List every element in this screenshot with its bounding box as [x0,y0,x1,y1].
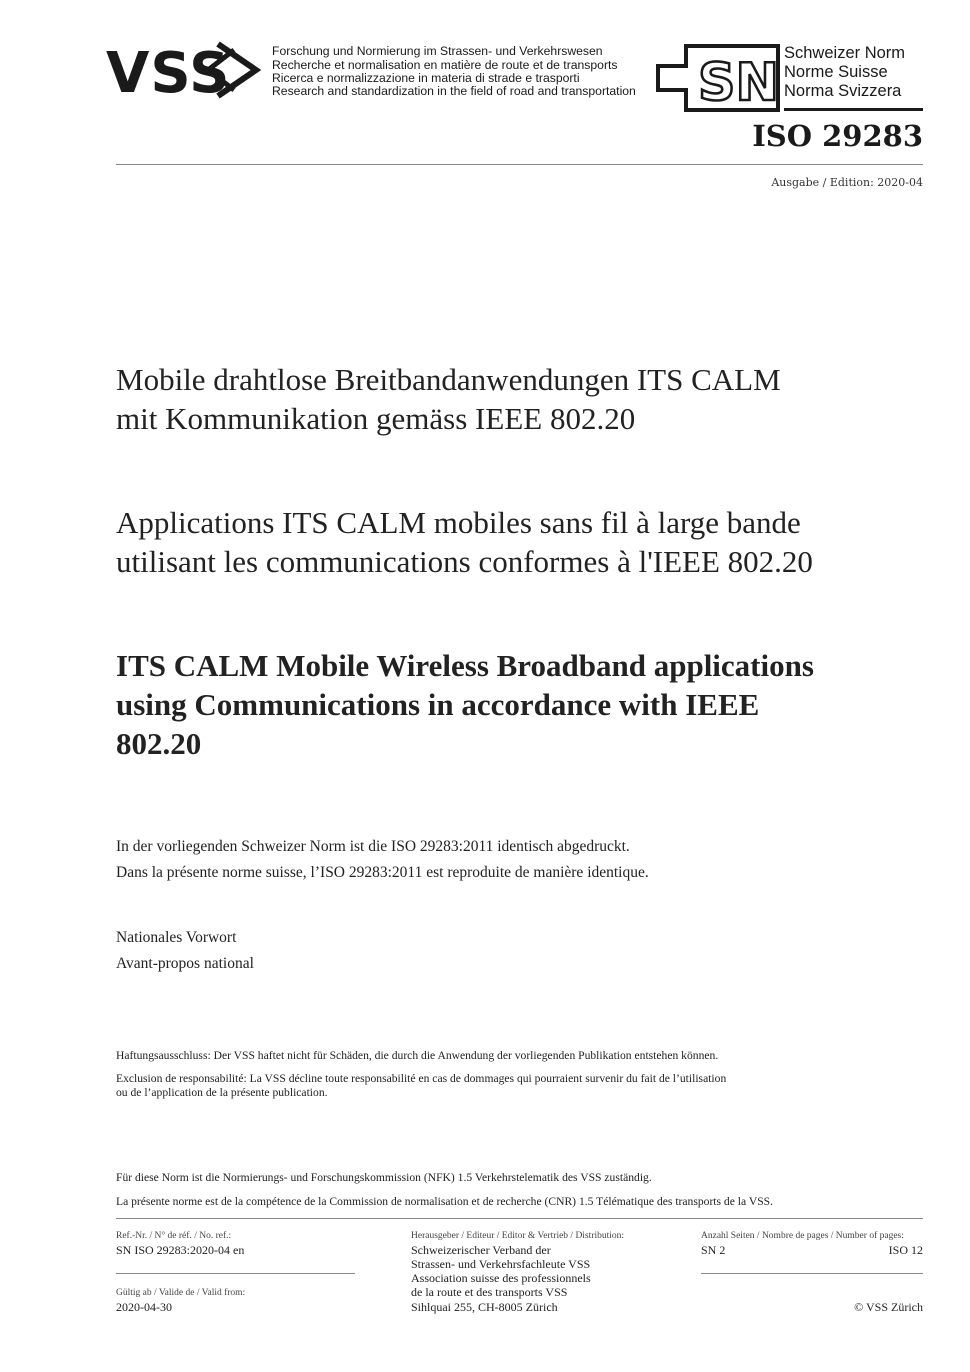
identity-statement-fr: Dans la présente norme suisse, l’ISO 29283:2011 est reproduite de manière identique. [116,864,649,881]
title-en-line-3: 802.20 [116,726,202,761]
pages-label: Anzahl Seiten / Nombre de pages / Number of pages: [701,1231,904,1241]
disclaimer-de: Haftungsausschluss: Der VSS haftet nicht für Schäden, die durch die Anwendung der vorliegenden Publikation entstehen können. [116,1049,719,1062]
sn-logo-text: SN [698,53,779,112]
title-fr-line-1: Applications ITS CALM mobiles sans fil à large bande [116,505,801,540]
sn-line-it: Norma Svizzera [784,82,902,100]
disclaimer-fr-line-1: Exclusion de responsabilité: La VSS décline toute responsabilité en cas de dommages qui pourraient survenir du fait de l’utilisation [116,1072,727,1085]
edition-date: Ausgabe / Edition: 2020-04 [771,176,923,189]
ref-rule [116,1273,355,1274]
ref-label: Ref.-Nr. / N° de réf. / No. ref.: [116,1231,232,1241]
disclaimer-fr-line-2: ou de l’application de la présente publication. [116,1086,328,1099]
valid-value: 2020-04-30 [116,1300,172,1314]
vss-tagline-fr: Recherche et normalisation en matière de route et de transports [272,58,618,72]
title-de-line-2: mit Kommunikation gemäss IEEE 802.20 [116,401,636,436]
foreword-heading-de: Nationales Vorwort [116,929,237,946]
vss-tagline-it: Ricerca e normalizzazione in materia di strade e trasporti [272,71,580,85]
vss-tagline-en: Research and standardization in the field of road and transportation [272,84,636,98]
pages-iso: ISO 12 [888,1243,923,1257]
publisher-line-3: Association suisse des professionnels [411,1271,591,1285]
sn-line-de: Schweizer Norm [784,44,906,62]
ref-value: SN ISO 29283:2020-04 en [116,1243,245,1257]
competence-de: Für diese Norm ist die Normierungs- und Forschungskommission (NFK) 1.5 Verkehrstelematik des VSS zuständig. [116,1171,652,1184]
publisher-line-1: Schweizerischer Verband der [411,1243,551,1257]
publisher-label: Herausgeber / Editeur / Editor & Vertrieb / Distribution: [411,1231,624,1241]
iso-number: ISO 29283 [752,119,923,153]
vss-logo [106,40,266,100]
vss-tagline-de: Forschung und Normierung im Strassen- und Verkehrswesen [272,44,603,58]
header-rule [116,164,923,165]
foreword-heading-fr: Avant-propos national [116,955,254,972]
publisher-address: Sihlquai 255, CH-8005 Zürich [411,1300,558,1314]
publisher-line-2: Strassen- und Verkehrsfachleute VSS [411,1257,591,1271]
publisher-line-4: de la route et des transports VSS [411,1285,568,1299]
competence-fr: La présente norme est de la compétence de la Commission de normalisation et de recherche (CNR) 1.5 Télématique des transports de la VSS. [116,1195,773,1208]
sn-line-fr: Norme Suisse [784,63,888,81]
vss-logo-text: VSS [106,41,231,100]
pages-sn: SN 2 [701,1243,726,1257]
title-en-line-1: ITS CALM Mobile Wireless Broadband applications [116,648,814,683]
identity-statement-de: In der vorliegenden Schweizer Norm ist die ISO 29283:2011 identisch abgedruckt. [116,838,630,855]
title-de-line-1: Mobile drahtlose Breitbandanwendungen ITS CALM [116,362,781,397]
pages-rule [701,1273,923,1274]
title-fr-line-2: utilisant les communications conformes à l'IEEE 802.20 [116,544,813,579]
valid-label: Gültig ab / Valide de / Valid from: [116,1288,246,1298]
sn-underline [784,108,923,111]
copyright: © VSS Zürich [854,1300,923,1314]
footer-top-rule [116,1218,923,1219]
sn-logo [656,44,780,112]
title-en-line-2: using Communications in accordance with IEEE [116,687,760,722]
